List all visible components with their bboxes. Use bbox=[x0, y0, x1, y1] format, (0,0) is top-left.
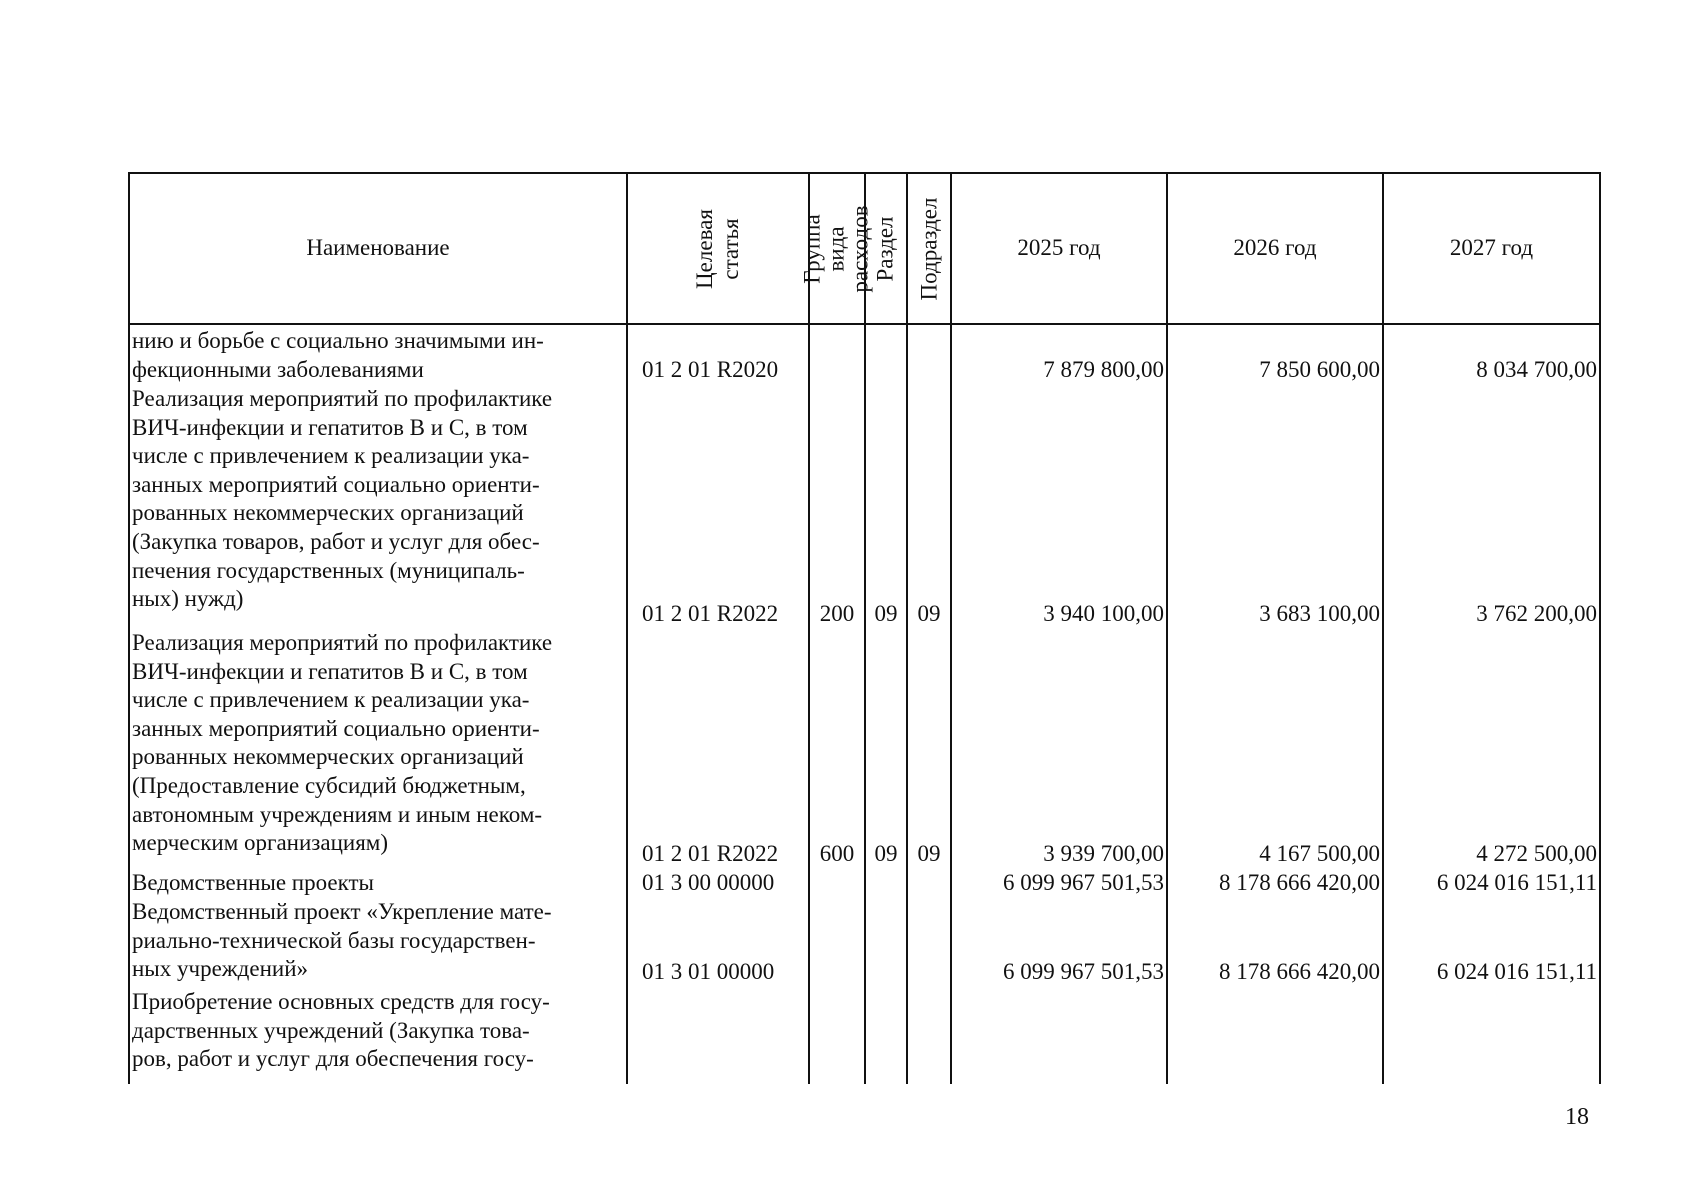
table-row-2-code: 01 2 01 R2022 bbox=[642, 841, 779, 866]
table-row-2-name: Реализация мероприятий по профилактике ВИЧ-инфекции и гепатитов В и С, в том числе с привлечением к реализации ука- занных мероприятий социально ориенти- рованных некоммерческих организаций (Предоставление субсидий бюджетным, автономным учреждениям и иным неком- мерческим организациям) bbox=[132, 630, 553, 856]
table-row-4-2026: 8 178 666 420,00 bbox=[1219, 959, 1380, 984]
table-row-1-2025: 3 940 100,00 bbox=[1043, 601, 1164, 626]
table-row-3-2027: 6 024 016 151,11 bbox=[1436, 870, 1597, 895]
table-row-5-name: Приобретение основных средств для госу- дарственных учреждений (Закупка това- ров, работ и услуг для обеспечения госу- bbox=[132, 989, 550, 1072]
table-row-1-2027: 3 762 200,00 bbox=[1476, 601, 1597, 626]
table-row-0-2025: 7 879 800,00 bbox=[1043, 357, 1164, 382]
table-row-0-2027: 8 034 700,00 bbox=[1476, 357, 1597, 382]
table-row-3-2026: 8 178 666 420,00 bbox=[1219, 870, 1380, 895]
table-row-1-subsection: 09 bbox=[917, 601, 941, 626]
header-name: Наименование bbox=[306, 235, 450, 260]
page-number: 18 bbox=[1565, 1104, 1589, 1130]
table-row-1-code: 01 2 01 R2022 bbox=[642, 601, 779, 626]
table-row-2-2026: 4 167 500,00 bbox=[1259, 841, 1380, 866]
table-row-1-name: Реализация мероприятий по профилактике ВИЧ-инфекции и гепатитов В и С, в том числе с привлечением к реализации ука- занных мероприятий социально ориенти- рованных некоммерческих организаций (Закупка товаров, работ и услуг для обес- печения государственных (муниципаль- ных) нужд) bbox=[132, 386, 553, 612]
table-row-0-code: 01 2 01 R2020 bbox=[642, 357, 779, 382]
table-row-2-section: 09 bbox=[874, 841, 898, 866]
header-expense-group-cell bbox=[800, 174, 874, 323]
header-target-article: Целевая статья bbox=[692, 208, 743, 289]
table-row-2-group: 600 bbox=[819, 841, 855, 866]
table-row-4-2025: 6 099 967 501,53 bbox=[1003, 959, 1164, 984]
table-row-0-name: нию и борьбе с социально значимыми ин- фекционными заболеваниями bbox=[132, 328, 544, 382]
table-row-2-2027: 4 272 500,00 bbox=[1476, 841, 1597, 866]
table-row-4-code: 01 3 01 00000 bbox=[642, 959, 775, 984]
header-subsection: Подраздел bbox=[916, 197, 942, 300]
col-border-right bbox=[1599, 172, 1601, 1084]
table-row-3-name: Ведомственные проекты bbox=[132, 870, 374, 895]
table-row-4-2027: 6 024 016 151,11 bbox=[1436, 959, 1597, 984]
header-section-cell bbox=[866, 174, 906, 323]
table-row-3-2025: 6 099 967 501,53 bbox=[1003, 870, 1164, 895]
header-2027: 2027 год bbox=[1449, 235, 1534, 260]
col-border-left bbox=[128, 172, 130, 1084]
table-row-1-group: 200 bbox=[819, 601, 855, 626]
table-row-3-code: 01 3 00 00000 bbox=[642, 870, 775, 895]
table-row-4-name: Ведомственный проект «Укрепление мате- риально-технической базы государствен- ных учреждений» bbox=[132, 899, 552, 982]
header-expense-group: Группа вида расходов bbox=[800, 204, 874, 293]
header-2025: 2025 год bbox=[1017, 235, 1101, 260]
table-row-2-subsection: 09 bbox=[917, 841, 941, 866]
header-section: Раздел bbox=[873, 215, 898, 282]
table-row-0-2026: 7 850 600,00 bbox=[1259, 357, 1380, 382]
header-target-article-cell bbox=[628, 174, 808, 323]
table-row-1-2026: 3 683 100,00 bbox=[1259, 601, 1380, 626]
table-row-1-section: 09 bbox=[874, 601, 898, 626]
table-row-2-2025: 3 939 700,00 bbox=[1043, 841, 1164, 866]
header-subsection-cell bbox=[908, 174, 950, 323]
header-2026: 2026 год bbox=[1233, 235, 1317, 260]
